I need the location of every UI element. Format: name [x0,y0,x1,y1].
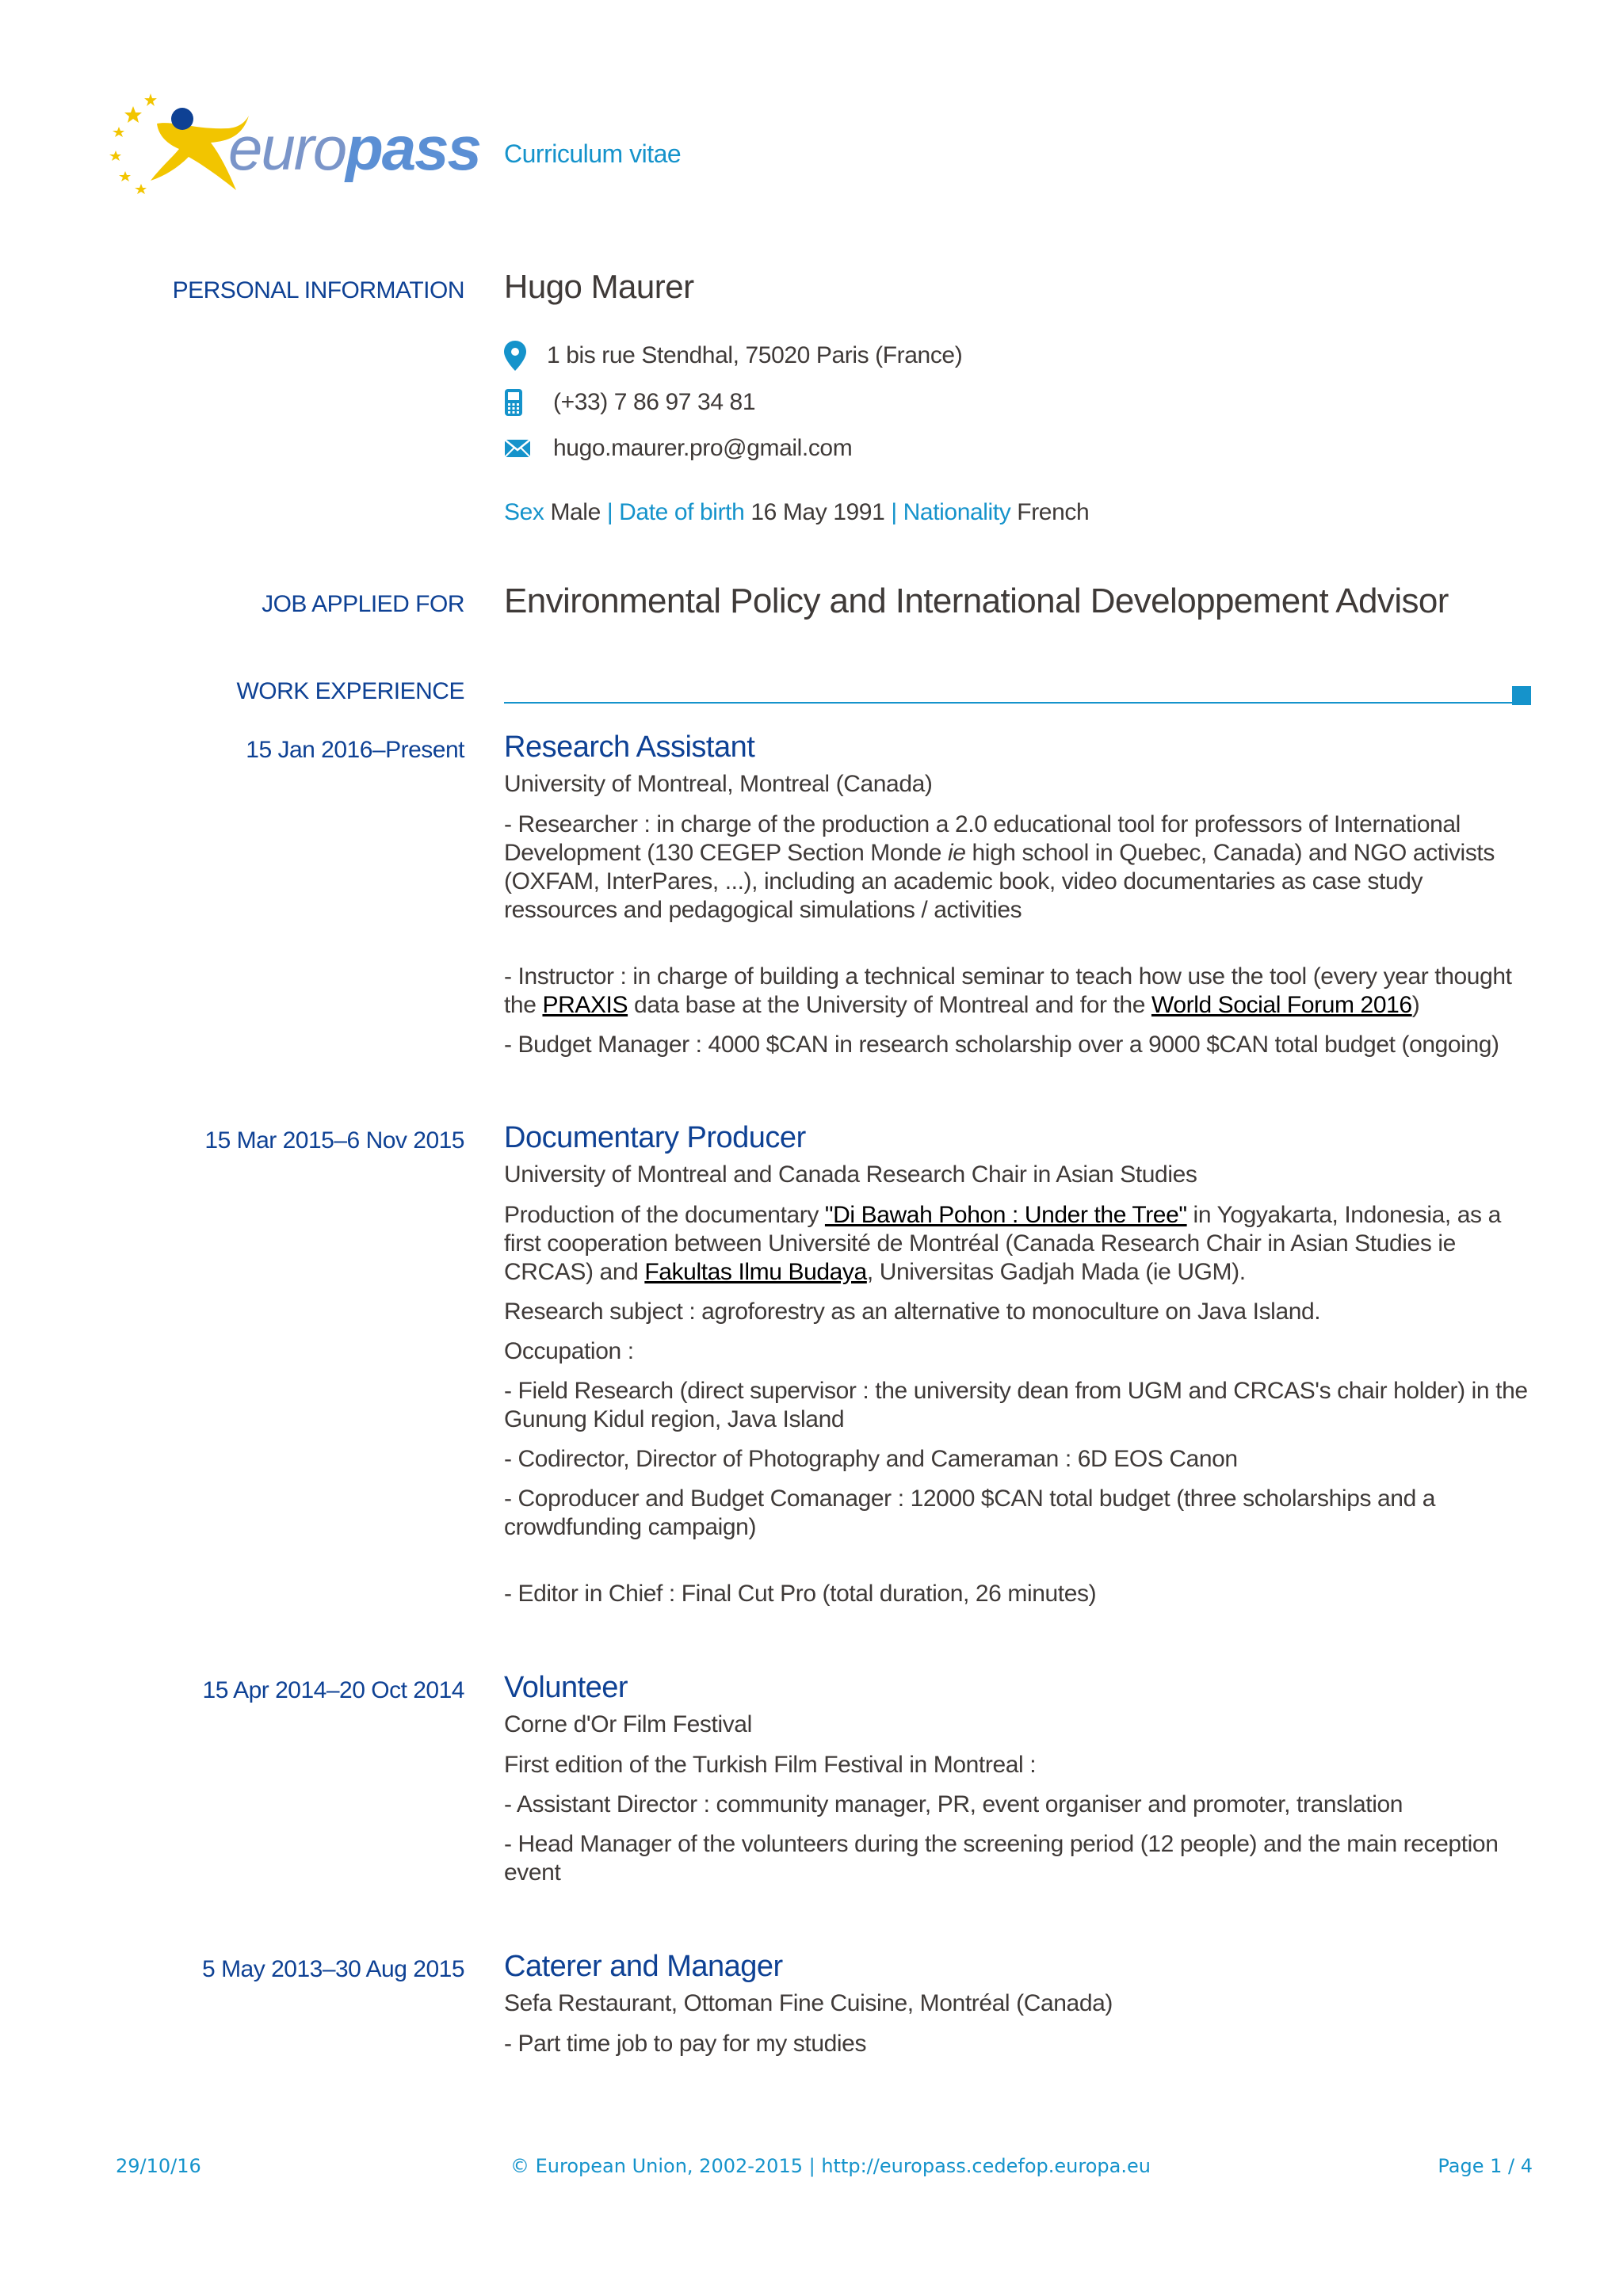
description-paragraph: Production of the documentary "Di Bawah Pohon : Under the Tree" in Yogyakarta, Indonesia, as a first cooperation between Université de Montréal (Canada Research Chair in Asian Studies ie CRCAS) and Fakultas Ilmu Budaya, Universitas Gadjah Mada (ie UGM). [504,1202,1501,1285]
entry-dates: 15 Jan 2016–Present [246,737,464,763]
location-pin-icon [504,341,539,371]
email-row [504,435,852,462]
email-text: hugo.maurer.pro@gmail.com [553,435,853,461]
person-name: Hugo Maurer [504,268,694,305]
logo-wordmark [228,113,480,185]
separator: | [891,499,897,525]
entry-description [504,810,1534,1059]
description-paragraph: - Codirector, Director of Photography and Cameraman : 6D EOS Canon [504,1446,1238,1472]
work-entry [504,1950,1534,2058]
phone-text: (+33) 7 86 97 34 81 [553,389,756,415]
nationality-label: Nationality [903,499,1011,525]
entry-employer: Sefa Restaurant, Ottoman Fine Cuisine, Montréal (Canada) [504,1990,1113,2016]
job-applied-label: JOB APPLIED FOR [262,591,464,617]
description-paragraph: Research subject : agroforestry as an alternative to monoculture on Java Island. [504,1299,1321,1325]
description-paragraph: - Editor in Chief : Final Cut Pro (total duration, 26 minutes) [504,1581,1097,1607]
entry-description [504,1751,1534,1887]
nationality-value: French [1017,499,1090,525]
section-divider-square [1512,686,1531,705]
description-paragraph: - Field Research (direct supervisor : the university dean from UGM and CRCAS's chair holder) in the Gunung Kidul region, Java Island [504,1378,1528,1432]
entry-description [504,2030,1534,2058]
world-social-forum-link[interactable]: World Social Forum 2016 [1151,992,1412,1018]
entry-title: Caterer and Manager [504,1950,783,1983]
entry-dates: 15 Apr 2014–20 Oct 2014 [202,1677,464,1703]
description-paragraph: - Budget Manager : 4000 $CAN in research scholarship over a 9000 $CAN total budget (ongoing) [504,1032,1499,1058]
description-paragraph: Occupation : [504,1338,634,1364]
work-entry [504,1121,1534,1608]
job-applied-title: Environmental Policy and International Developpement Advisor [504,582,1449,620]
entry-title: Volunteer [504,1671,628,1704]
entry-dates: 5 May 2013–30 Aug 2015 [202,1956,464,1982]
logo-pass: pass [346,113,480,183]
description-paragraph: - Part time job to pay for my studies [504,2031,867,2057]
logo-euro: euro [228,113,346,183]
entry-title: Research Assistant [504,730,755,764]
work-entry [504,1671,1534,1887]
phone-row [504,388,755,417]
entry-title: Documentary Producer [504,1121,806,1154]
description-paragraph: First edition of the Turkish Film Festival in Montreal : [504,1752,1037,1778]
sex-label: Sex [504,499,544,525]
mobile-phone-icon [504,388,539,417]
personal-details-line [504,499,1089,526]
dob-value: 16 May 1991 [750,499,885,525]
entry-description [504,1201,1534,1608]
personal-information-label: PERSONAL INFORMATION [172,277,464,303]
sex-value: Male [550,499,601,525]
documentary-link[interactable]: "Di Bawah Pohon : Under the Tree" [824,1202,1187,1228]
footer-copyright: © European Union, 2002-2015 | http://europass.cedefop.europa.eu [510,2155,1151,2177]
entry-employer: University of Montreal and Canada Research Chair in Asian Studies [504,1161,1197,1188]
entry-employer: University of Montreal, Montreal (Canada) [504,771,933,797]
address-row [504,341,962,371]
entry-employer: Corne d'Or Film Festival [504,1711,752,1737]
europass-logo [109,89,480,200]
dob-label: Date of birth [619,499,745,525]
doc-title: Curriculum vitae [504,139,682,168]
praxis-link[interactable]: PRAXIS [542,992,628,1018]
description-paragraph: - Head Manager of the volunteers during the screening period (12 people) and the main reception event [504,1831,1499,1886]
fakultas-link[interactable]: Fakultas Ilmu Budaya [644,1259,867,1285]
description-paragraph: - Instructor : in charge of building a technical seminar to teach how use the tool (every year thought the PRAXIS data base at the University of Montreal and for the World Social Forum 2016) [504,963,1512,1018]
section-divider [504,702,1512,704]
address-text: 1 bis rue Stendhal, 75020 Paris (France) [547,342,963,368]
separator: | [606,499,613,525]
envelope-icon [504,439,539,458]
footer-page-number: Page 1 / 4 [1438,2155,1533,2177]
description-paragraph: - Researcher : in charge of the production a 2.0 educational tool for professors of International Development (130 CEGEP Section Monde ie high school in Quebec, Canada) and NGO activists (OXFAM, InterPares, ...), including an academic book, video documentaries as case study ressources and pedagogical simulations / activities [504,811,1495,923]
entry-dates: 15 Mar 2015–6 Nov 2015 [204,1127,464,1154]
description-paragraph: - Assistant Director : community manager, PR, event organiser and promoter, translation [504,1791,1403,1817]
work-entry [504,730,1534,1059]
work-experience-label: WORK EXPERIENCE [236,678,464,704]
description-paragraph: - Coproducer and Budget Comanager : 12000 $CAN total budget (three scholarships and a crowdfunding campaign) [504,1486,1436,1540]
footer-date: 29/10/16 [116,2155,201,2177]
